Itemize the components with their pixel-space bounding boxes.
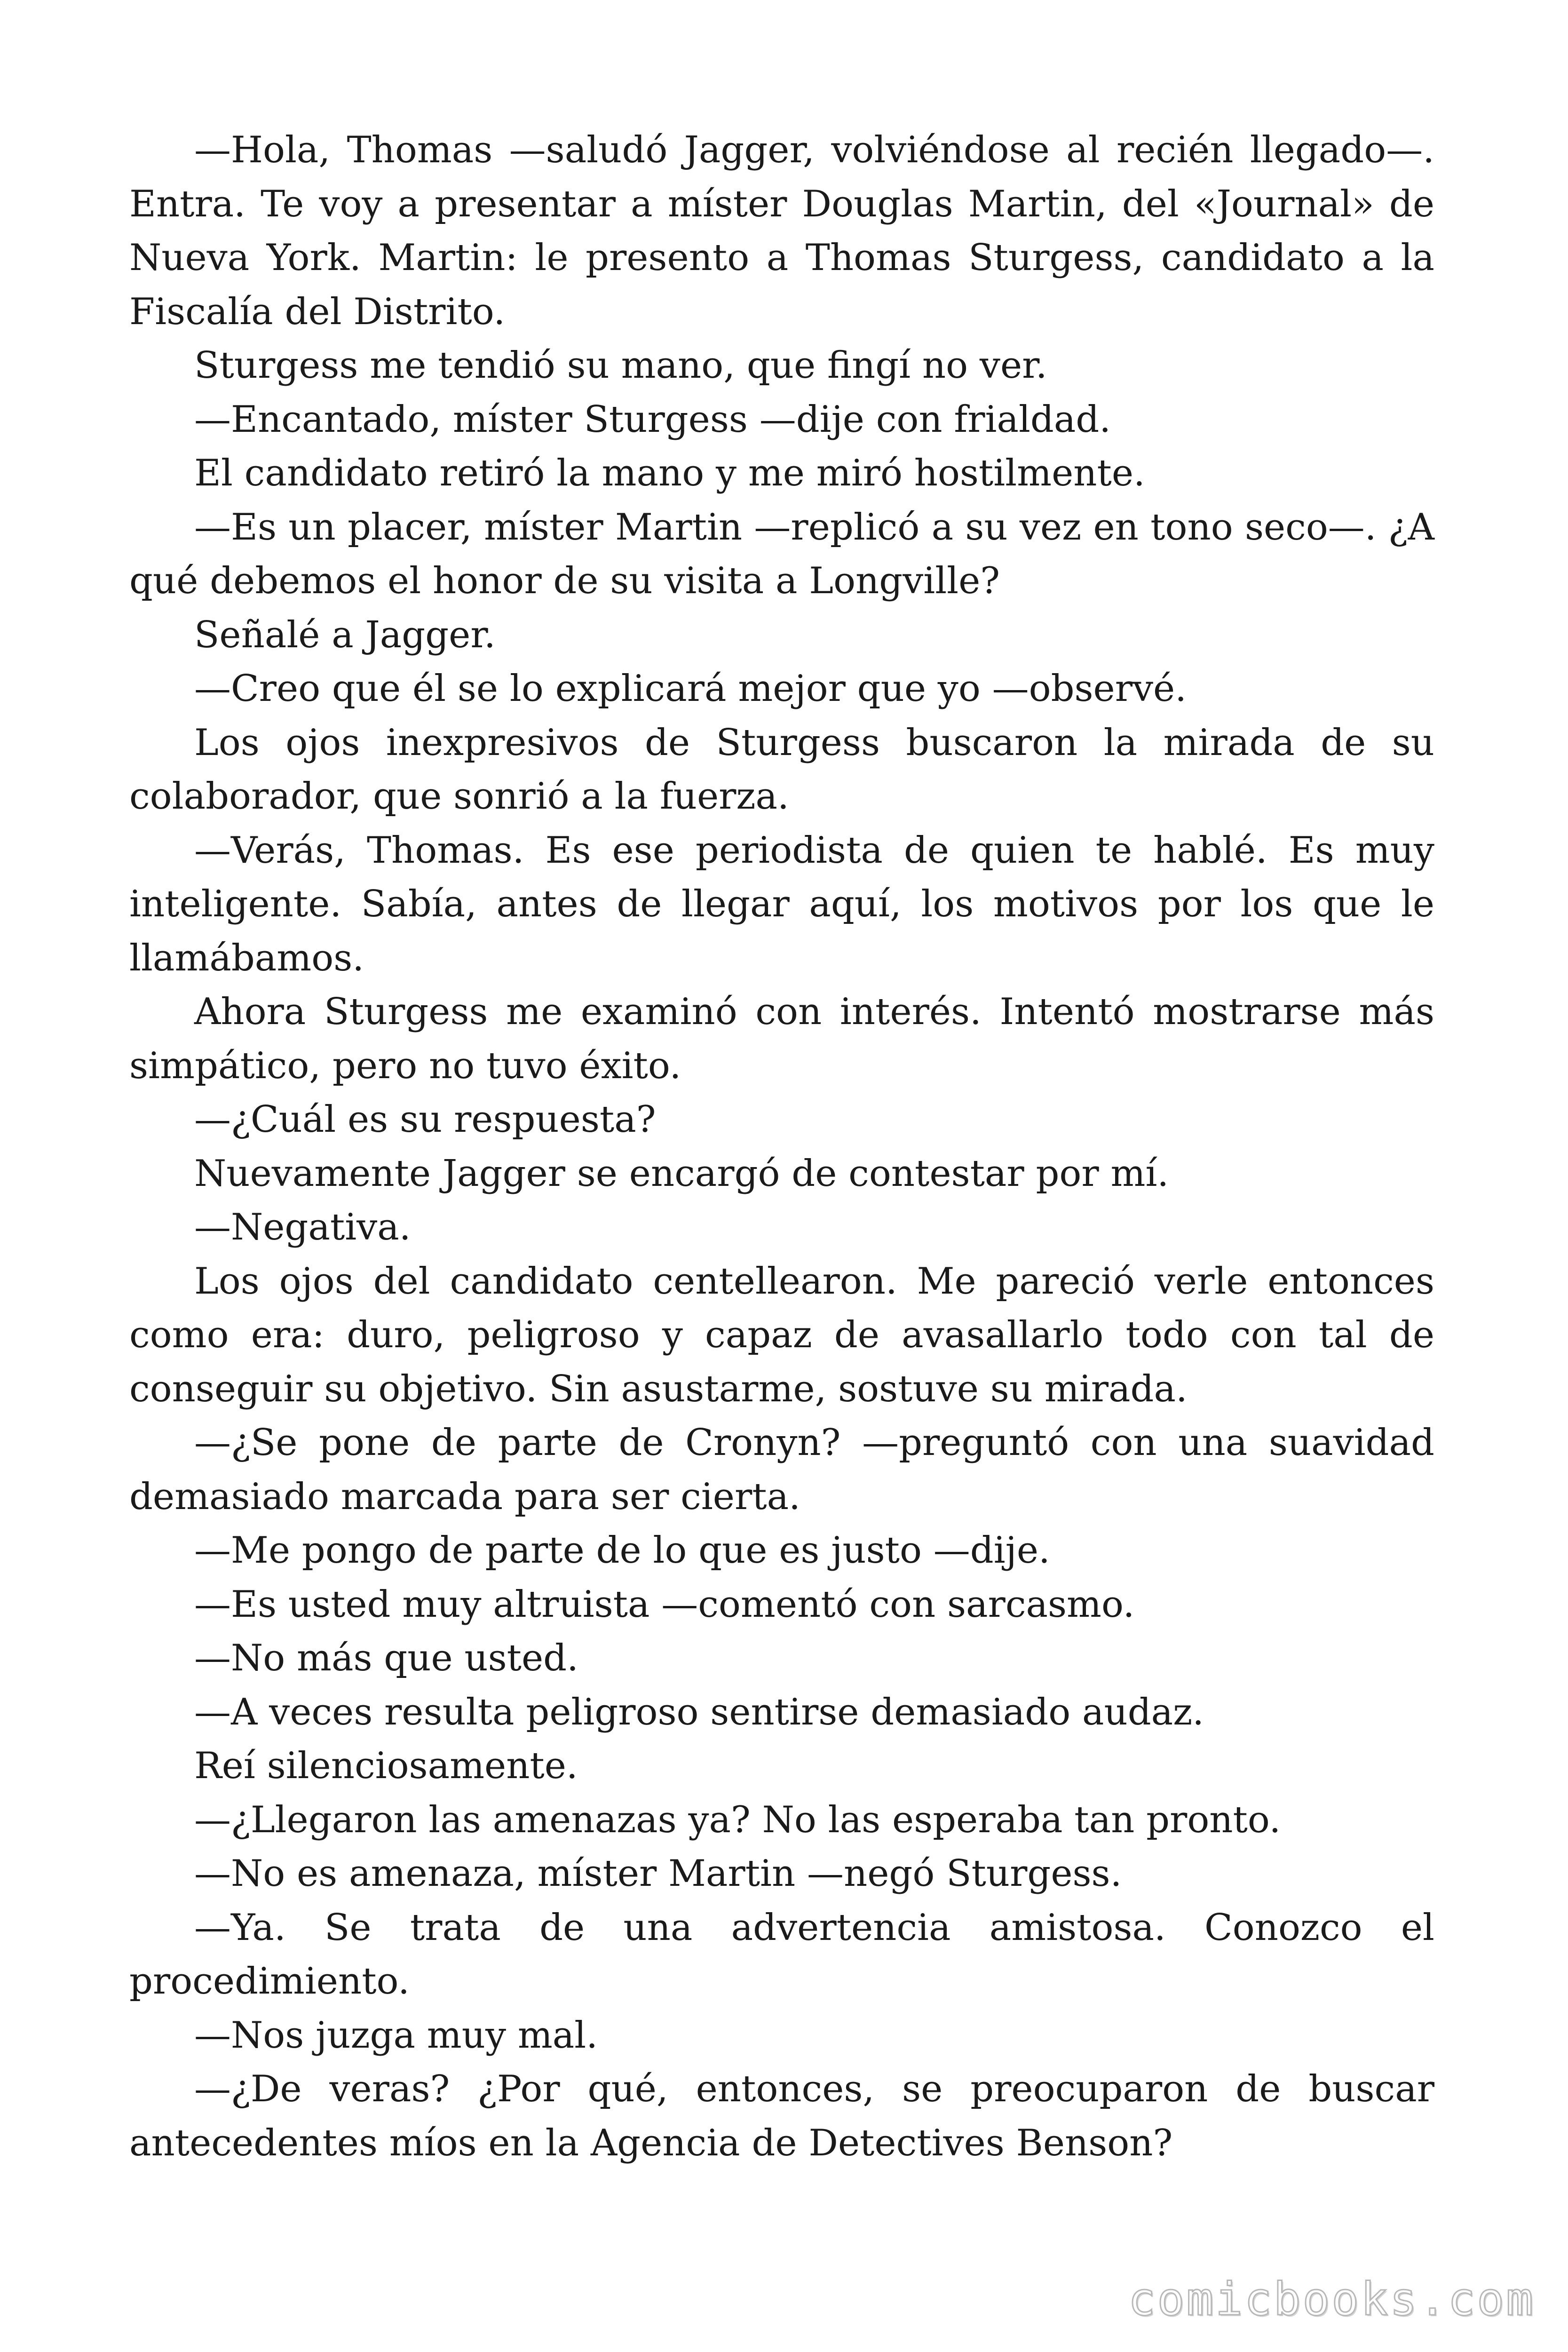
paragraph: —No más que usted. bbox=[194, 1637, 578, 1679]
paragraph: —Ya. Se trata de una advertencia amistosa. Conozco el procedimiento. bbox=[129, 1906, 1434, 2002]
paragraph: Sturgess me tendió su mano, que fingí no ver. bbox=[194, 344, 1047, 387]
paragraph: —No es amenaza, míster Martin —negó Sturgess. bbox=[194, 1852, 1122, 1895]
paragraph: Los ojos del candidato centellearon. Me pareció verle entonces como era: duro, peligroso y capaz de avasallarlo todo con tal de conseguir su objetivo. Sin asustarme, sostuve su mirada. bbox=[129, 1260, 1434, 1410]
paragraph: —Es un placer, míster Martin —replicó a su vez en tono seco—. ¿A qué debemos el honor de su visita a Longville? bbox=[129, 506, 1434, 602]
paragraph: —Hola, Thomas —saludó Jagger, volviéndose al recién llegado—. Entra. Te voy a presentar a míster Douglas Martin, del «Journal» de Nueva York. Martin: le presento a Thomas Sturgess, candidato a la Fiscalía del Distrito. bbox=[129, 129, 1434, 333]
watermark: comicbooks.com bbox=[1128, 2273, 1535, 2326]
paragraph: —Creo que él se lo explicará mejor que yo —observé. bbox=[194, 667, 1187, 710]
paragraph: —¿Cuál es su respuesta? bbox=[194, 1098, 656, 1141]
paragraph: —A veces resulta peligroso sentirse demasiado audaz. bbox=[194, 1691, 1204, 1733]
paragraph: Ahora Sturgess me examinó con interés. Intentó mostrarse más simpático, pero no tuvo éxito. bbox=[129, 991, 1434, 1087]
paragraph: —¿Se pone de parte de Cronyn? —preguntó con una suavidad demasiado marcada para ser cierta. bbox=[129, 1422, 1434, 1518]
paragraph: Reí silenciosamente. bbox=[194, 1745, 578, 1787]
paragraph: —Verás, Thomas. Es ese periodista de quien te hablé. Es muy inteligente. Sabía, antes de llegar aquí, los motivos por los que le llamábamos. bbox=[129, 829, 1434, 979]
paragraph: —Nos juzga muy mal. bbox=[194, 2014, 598, 2057]
paragraph: —¿De veras? ¿Por qué, entonces, se preocuparon de buscar antecedentes míos en la Agencia de Detectives Benson? bbox=[129, 2068, 1434, 2164]
paragraph: —Me pongo de parte de lo que es justo —dije. bbox=[194, 1529, 1050, 1572]
paragraph: —Negativa. bbox=[194, 1206, 411, 1248]
paragraph: —Es usted muy altruista —comentó con sarcasmo. bbox=[194, 1583, 1135, 1626]
paragraph: —Encantado, míster Sturgess —dije con frialdad. bbox=[194, 398, 1111, 441]
paragraph: —¿Llegaron las amenazas ya? No las esperaba tan pronto. bbox=[194, 1798, 1281, 1841]
paragraph: Señalé a Jagger. bbox=[194, 613, 496, 656]
paragraph: El candidato retiró la mano y me miró hostilmente. bbox=[194, 452, 1145, 494]
paragraph: Nuevamente Jagger se encargó de contestar por mí. bbox=[194, 1152, 1169, 1195]
body-text bbox=[129, 123, 1434, 2170]
paragraph: Los ojos inexpresivos de Sturgess buscaron la mirada de su colaborador, que sonrió a la fuerza. bbox=[129, 721, 1434, 818]
